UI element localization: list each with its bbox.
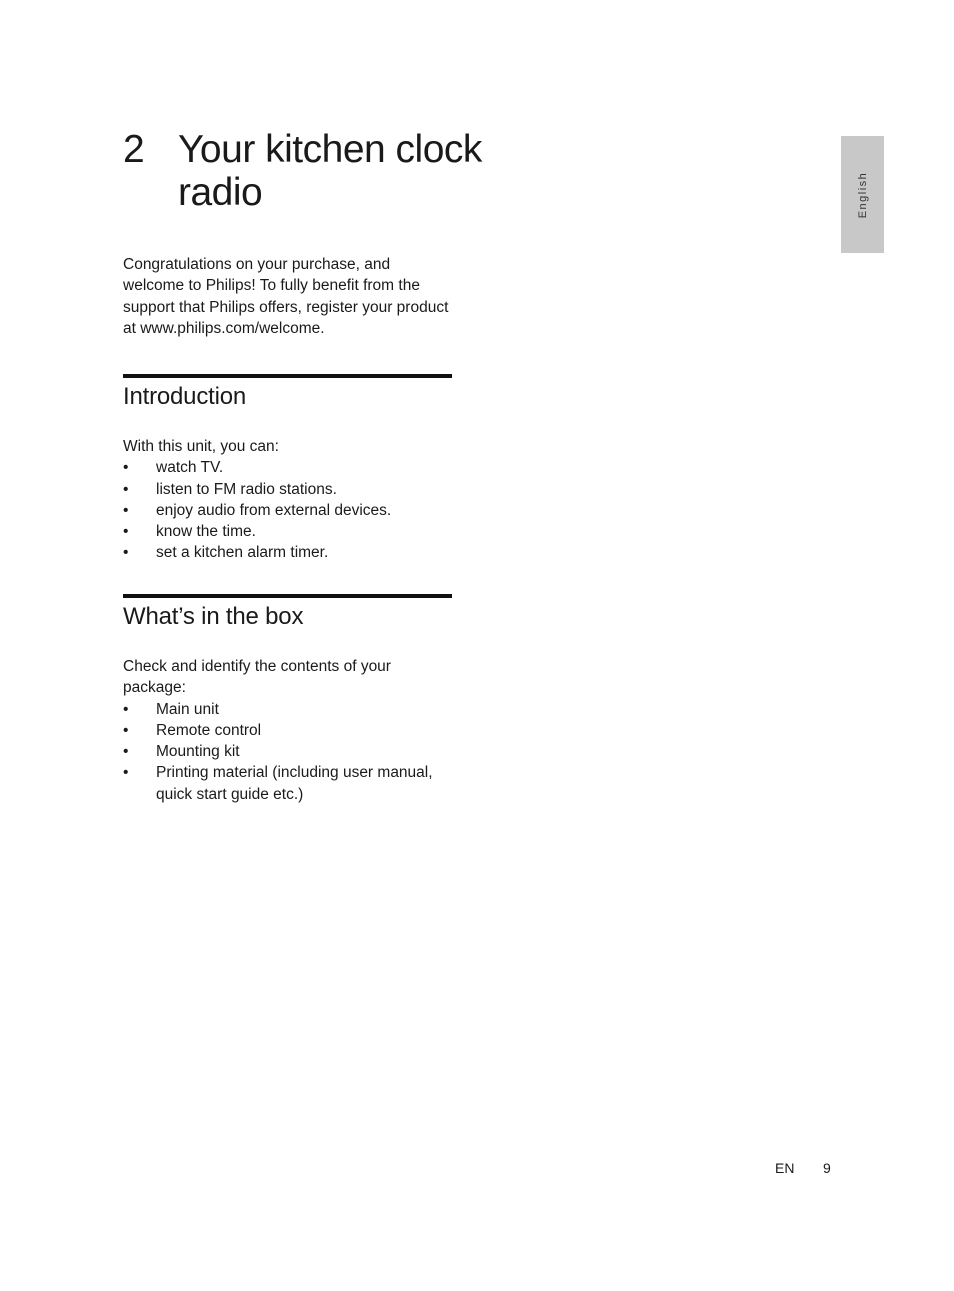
page-number: 9 — [823, 1160, 831, 1176]
bullet-icon: • — [123, 743, 129, 761]
bullet-icon: • — [123, 523, 129, 541]
section-lead: Check and identify the contents of your package: — [123, 658, 391, 697]
section-whats-in-the-box — [123, 594, 452, 805]
section-heading: What’s in the box — [123, 603, 304, 630]
list-item-text: set a kitchen alarm timer. — [156, 544, 329, 562]
chapter-number: 2 — [123, 128, 145, 171]
list-item — [123, 542, 452, 563]
bullet-icon: • — [123, 700, 129, 718]
section-body — [123, 436, 452, 564]
list-item — [123, 720, 452, 741]
language-tab-label: English — [856, 171, 869, 218]
list-item-text: Remote control — [156, 721, 262, 739]
list-item-text: Main unit — [156, 700, 219, 718]
bullet-icon: • — [123, 501, 129, 519]
bullet-list — [123, 457, 452, 563]
list-item — [123, 500, 452, 521]
footer-language: EN — [775, 1160, 795, 1176]
list-item — [123, 699, 452, 720]
list-item-text: enjoy audio from external devices. — [156, 501, 392, 519]
list-item — [123, 457, 452, 478]
section-body — [123, 656, 452, 805]
list-item — [123, 762, 452, 805]
bullet-icon: • — [123, 480, 129, 498]
list-item — [123, 741, 452, 762]
section-introduction — [123, 374, 452, 564]
bullet-icon: • — [123, 459, 129, 477]
bullet-icon: • — [123, 721, 129, 739]
list-item-text: Printing material (including user manual, quick start guide etc.) — [156, 764, 433, 803]
section-heading: Introduction — [123, 383, 247, 410]
chapter-title: Your kitchen clock radio — [178, 128, 482, 214]
section-lead: With this unit, you can: — [123, 438, 279, 455]
list-item — [123, 479, 452, 500]
language-tab — [841, 136, 884, 253]
list-item-text: watch TV. — [156, 459, 224, 477]
bullet-icon: • — [123, 544, 129, 562]
bullet-list — [123, 699, 452, 805]
list-item — [123, 521, 452, 542]
list-item-text: Mounting kit — [156, 743, 240, 761]
list-item-text: listen to FM radio stations. — [156, 480, 337, 498]
bullet-icon: • — [123, 764, 129, 782]
intro-paragraph: Congratulations on your purchase, and welcome to Philips! To fully benefit from the support that Philips offers, register your product at www.philips.com/welcome. — [123, 256, 449, 337]
list-item-text: know the time. — [156, 523, 256, 541]
